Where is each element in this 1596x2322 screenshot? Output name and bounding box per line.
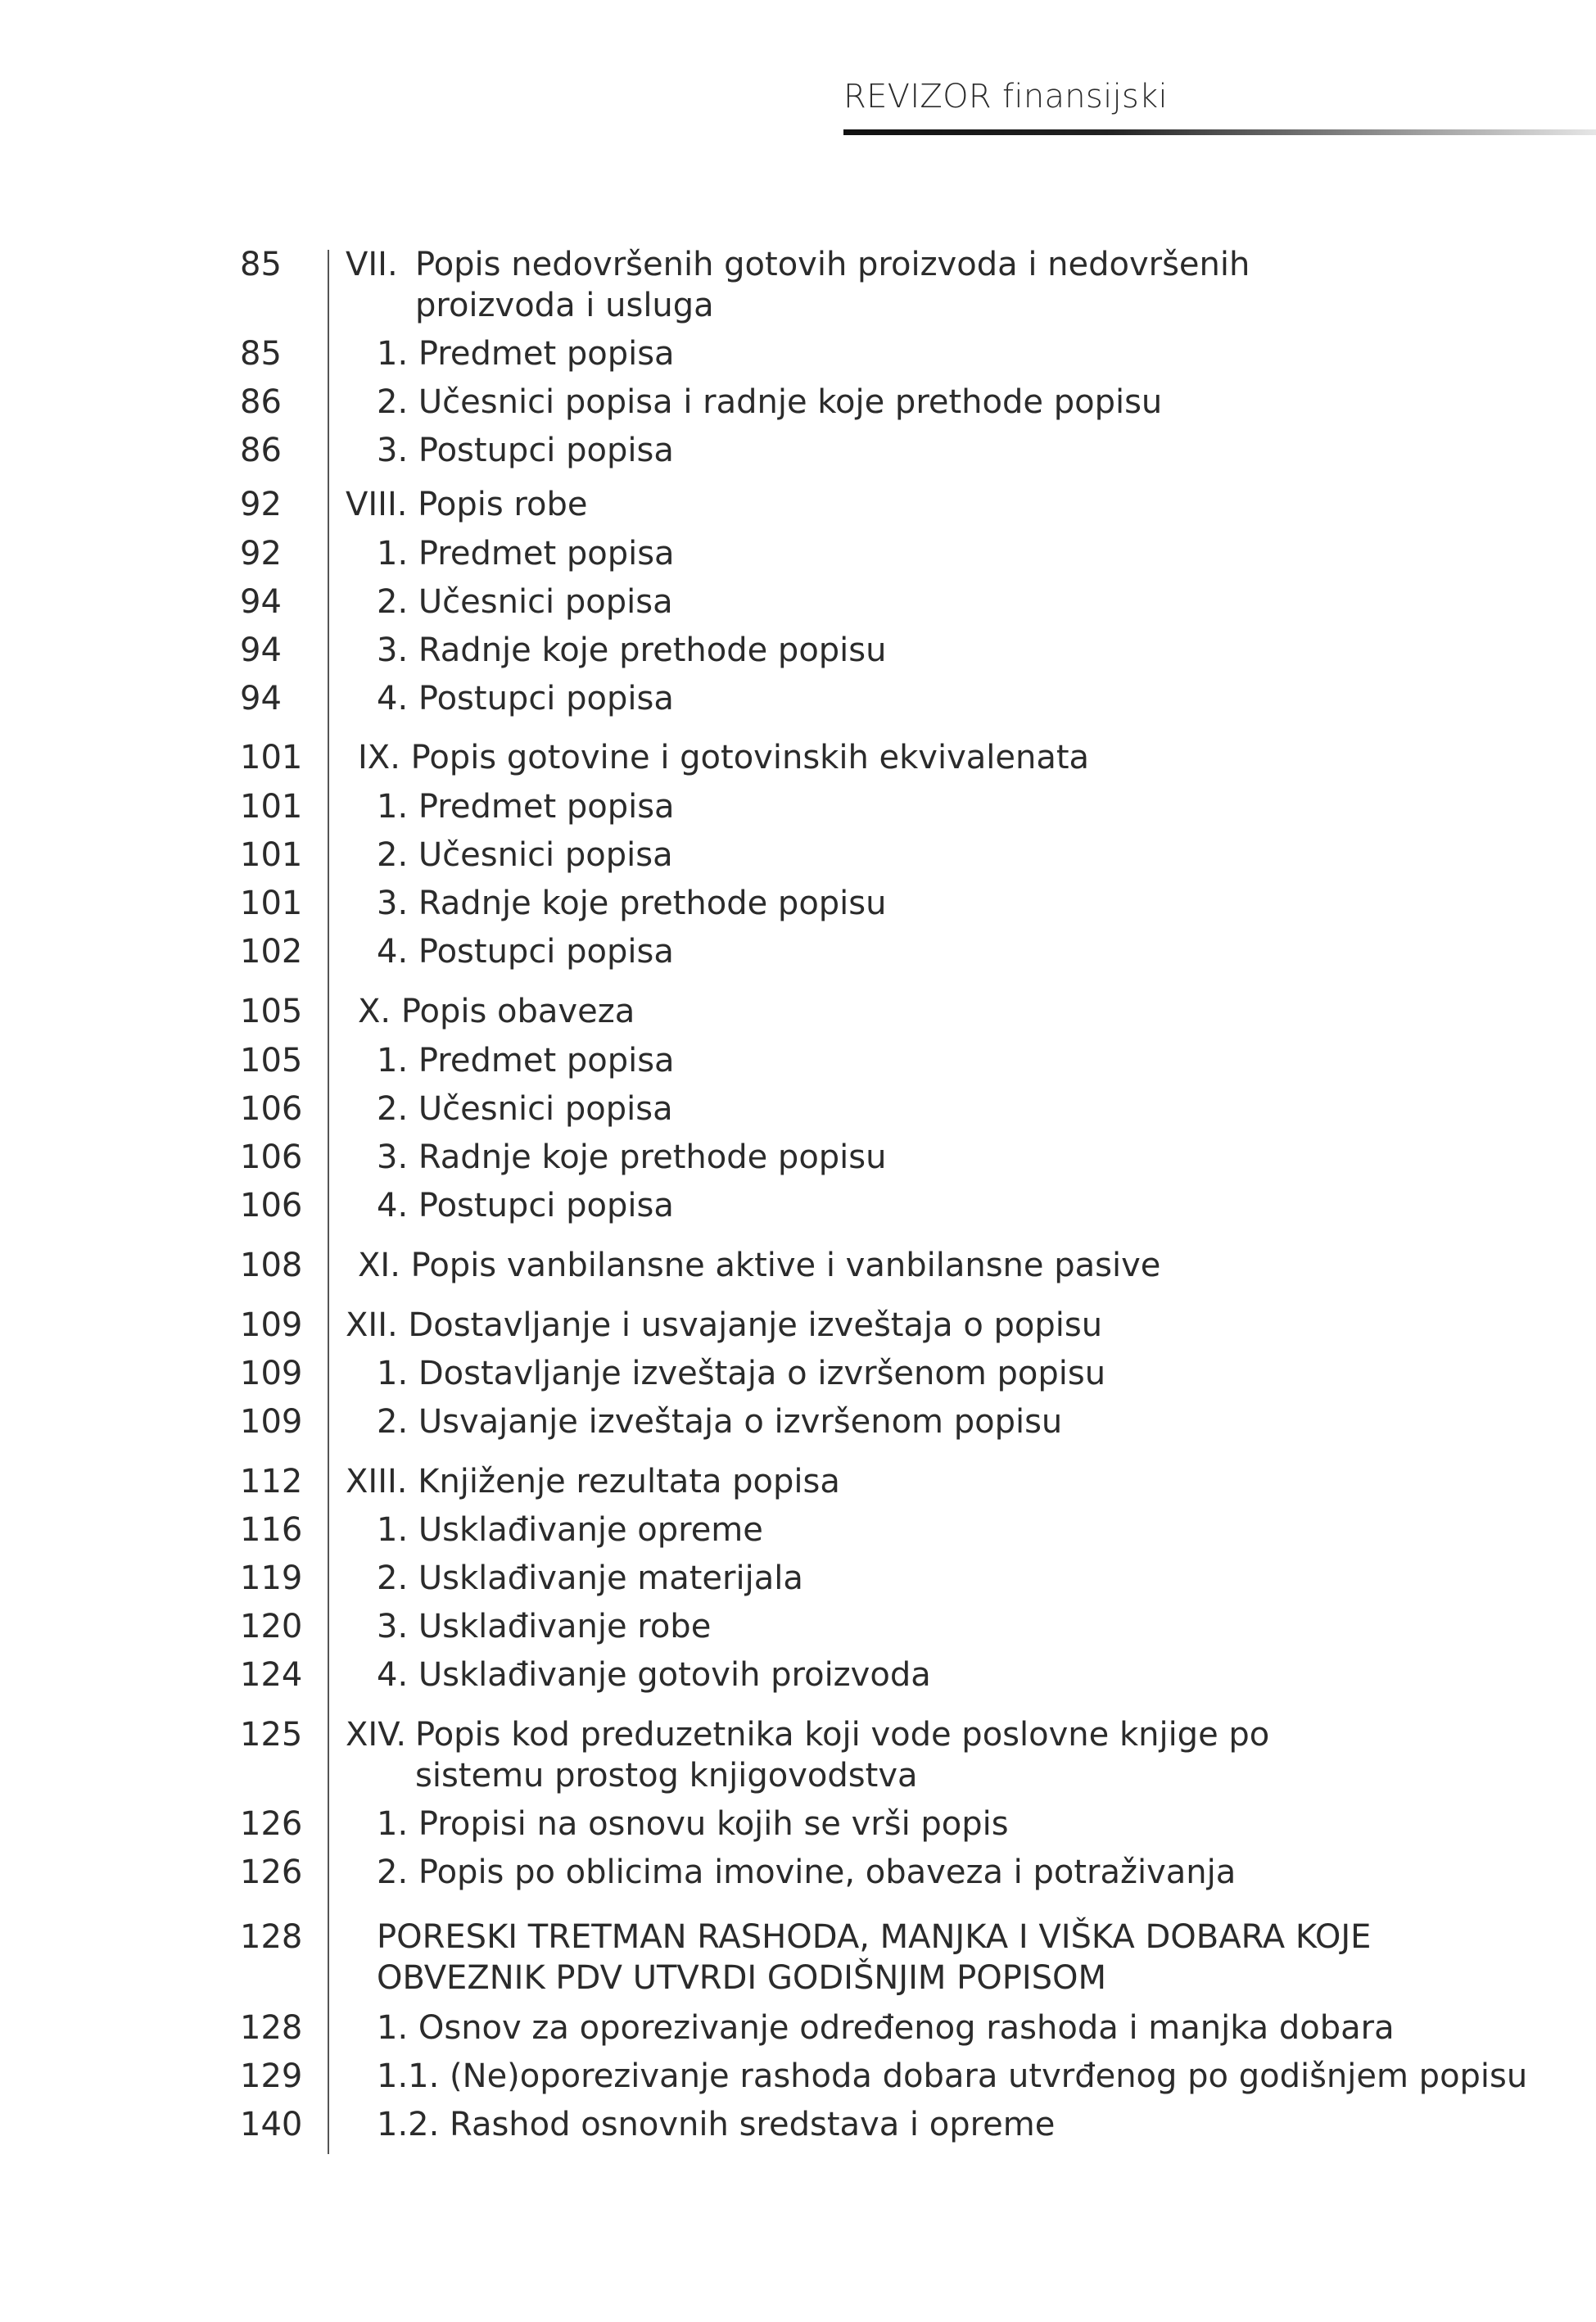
toc-page-number: 94	[240, 680, 282, 717]
toc-page-number: 109	[240, 1403, 303, 1441]
toc-subsection: 4. Postupci popisa	[377, 1187, 674, 1224]
toc-subsection: 4. Postupci popisa	[377, 933, 674, 971]
toc-section-title: XI. Popis vanbilansne aktive i vanbilansne pasive	[358, 1247, 1161, 1284]
toc-subsection: 2. Učesnici popisa	[377, 836, 673, 874]
toc-section-title-continued: sistemu prostog knjigovodstva	[415, 1757, 918, 1795]
toc-subsection: 2. Učesnici popisa	[377, 1090, 673, 1128]
toc-subsection: 1. Usklađivanje opreme	[377, 1511, 763, 1549]
toc-subsection: 4. Postupci popisa	[377, 680, 674, 717]
toc-page-number: 86	[240, 432, 282, 469]
running-header-title: REVIZOR finansijski	[843, 78, 1168, 115]
toc-subsection: 2. Učesnici popisa i radnje koje prethode popisu	[377, 383, 1163, 421]
toc-section-title-continued: proizvoda i usluga	[415, 287, 714, 324]
toc-page-number: 119	[240, 1559, 303, 1597]
toc-subsection: 2. Popis po oblicima imovine, obaveza i potraživanja	[377, 1854, 1237, 1891]
toc-page-number: 92	[240, 535, 282, 573]
toc-subsection: 3. Radnje koje prethode popisu	[377, 1138, 887, 1176]
toc-page-number: 126	[240, 1805, 303, 1843]
toc-page-number: 124	[240, 1656, 303, 1694]
toc-page-number: 109	[240, 1306, 303, 1344]
toc-page-number: 101	[240, 739, 303, 776]
toc-section-number: XIV.	[346, 1716, 407, 1754]
toc-page-number: 120	[240, 1608, 303, 1645]
toc-page-number: 86	[240, 383, 282, 421]
toc-section-title: VIII. Popis robe	[346, 486, 588, 523]
toc-section-title-continued: OBVEZNIK PDV UTVRDI GODIŠNJIM POPISOM	[377, 1959, 1106, 1997]
toc-page-number: 92	[240, 486, 282, 523]
toc-page-number: 106	[240, 1187, 303, 1224]
toc-subsection: 3. Postupci popisa	[377, 432, 674, 469]
toc-page-number: 106	[240, 1090, 303, 1128]
toc-page-number: 94	[240, 631, 282, 669]
toc-subsection: 1.2. Rashod osnovnih sredstava i opreme	[377, 2106, 1056, 2143]
toc-section-title: XIII. Knjiženje rezultata popisa	[346, 1463, 840, 1500]
toc-page-number: 105	[240, 993, 303, 1030]
toc-subsection: 2. Usvajanje izveštaja o izvršenom popisu	[377, 1403, 1063, 1441]
toc-page-number: 106	[240, 1138, 303, 1176]
toc-section-title: XII. Dostavljanje i usvajanje izveštaja o popisu	[346, 1306, 1103, 1344]
toc-subsection: 3. Usklađivanje robe	[377, 1608, 712, 1645]
toc-page-number: 105	[240, 1042, 303, 1080]
toc-section-number: VII.	[346, 246, 398, 283]
toc-subsection: 3. Radnje koje prethode popisu	[377, 631, 887, 669]
toc-section-title: Popis nedovršenih gotovih proizvoda i nedovršenih	[415, 246, 1250, 283]
toc-divider	[328, 250, 329, 2154]
toc-subsection: 1. Predmet popisa	[377, 335, 675, 373]
toc-subsection: 3. Radnje koje prethode popisu	[377, 885, 887, 922]
toc-section-title: Popis kod preduzetnika koji vode poslovne knjige po	[415, 1716, 1270, 1754]
toc-page-number: 108	[240, 1247, 303, 1284]
toc-subsection: 4. Usklađivanje gotovih proizvoda	[377, 1656, 931, 1694]
toc-subsection: 2. Učesnici popisa	[377, 583, 673, 621]
toc-page-number: 126	[240, 1854, 303, 1891]
toc-subsection: 1. Osnov za oporezivanje određenog rashoda i manjka dobara	[377, 2009, 1395, 2047]
toc-page-number: 129	[240, 2057, 303, 2095]
toc-section-title: PORESKI TRETMAN RASHODA, MANJKA I VIŠKA DOBARA KOJE	[377, 1918, 1372, 1956]
toc-page-number: 94	[240, 583, 282, 621]
toc-section-title: IX. Popis gotovine i gotovinskih ekvivalenata	[358, 739, 1090, 776]
toc-subsection: 1. Dostavljanje izveštaja o izvršenom popisu	[377, 1355, 1106, 1392]
toc-page-number: 101	[240, 836, 303, 874]
toc-subsection: 1. Predmet popisa	[377, 1042, 675, 1080]
toc-page-number: 85	[240, 335, 282, 373]
toc-page-number: 128	[240, 2009, 303, 2047]
toc-page-number: 101	[240, 788, 303, 826]
toc-page-number: 128	[240, 1918, 303, 1956]
toc-page-number: 109	[240, 1355, 303, 1392]
toc-page-number: 116	[240, 1511, 303, 1549]
toc-page-number: 125	[240, 1716, 303, 1754]
toc-page-number: 112	[240, 1463, 303, 1500]
toc-subsection: 2. Usklađivanje materijala	[377, 1559, 803, 1597]
toc-subsection: 1. Predmet popisa	[377, 788, 675, 826]
toc-subsection: 1.1. (Ne)oporezivanje rashoda dobara utvrđenog po godišnjem popisu	[377, 2057, 1528, 2095]
toc-page-number: 85	[240, 246, 282, 283]
toc-subsection: 1. Propisi na osnovu kojih se vrši popis	[377, 1805, 1009, 1843]
toc-page-number: 101	[240, 885, 303, 922]
toc-subsection: 1. Predmet popisa	[377, 535, 675, 573]
toc-page-number: 140	[240, 2106, 303, 2143]
toc-section-title: X. Popis obaveza	[358, 993, 635, 1030]
toc-page-number: 102	[240, 933, 303, 971]
